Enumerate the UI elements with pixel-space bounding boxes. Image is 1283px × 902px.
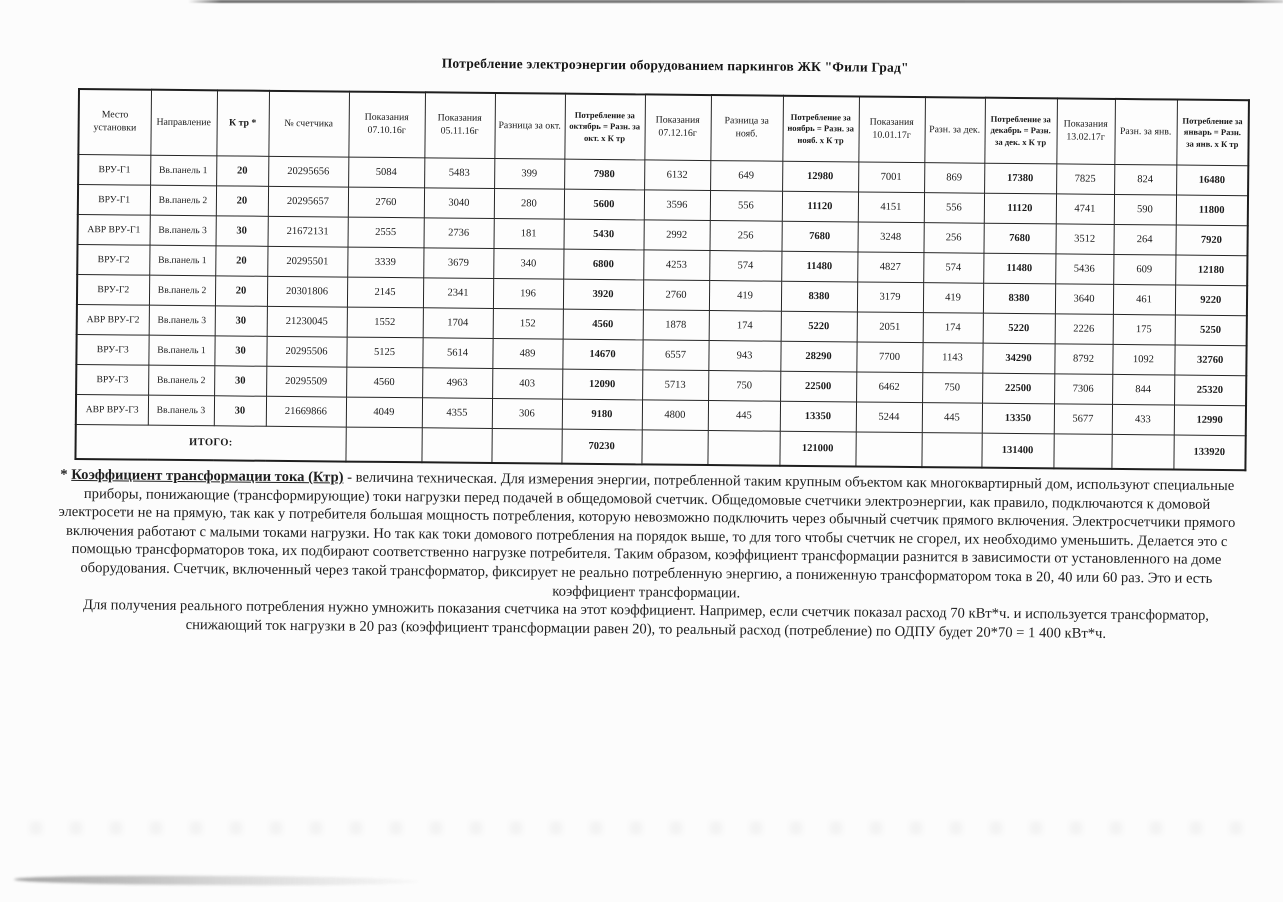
table-cell: 5600 [564, 189, 644, 220]
table-cell: 1092 [1112, 344, 1174, 375]
table-cell: 5483 [424, 158, 494, 189]
table-cell: 3040 [424, 188, 494, 219]
totals-cell [707, 431, 779, 466]
table-cell: 433 [1112, 404, 1174, 435]
table-cell: 11480 [983, 253, 1055, 284]
table-cell: 7980 [564, 159, 644, 190]
table-cell: 13350 [780, 401, 856, 432]
table-cell: 30 [214, 366, 266, 396]
column-header: Показания 10.01.17г [858, 96, 925, 162]
table-cell: 574 [923, 253, 983, 284]
table-cell: 7825 [1056, 164, 1114, 195]
document-title: Потребление электроэнергии оборудованием паркингов ЖК "Фили Град" [441, 55, 909, 75]
table-cell: 2226 [1055, 314, 1113, 345]
table-cell: Вв.панель 3 [150, 215, 216, 246]
table-cell: 844 [1112, 374, 1174, 405]
table-cell: 4560 [346, 367, 422, 398]
table-cell: 4827 [857, 252, 923, 283]
table-cell: 175 [1113, 314, 1175, 345]
table-cell: ВРУ-Г2 [77, 274, 149, 305]
table-cell: 8380 [781, 281, 857, 312]
footnote [50, 466, 1244, 645]
table-cell: 7680 [781, 221, 857, 252]
table-cell: 8792 [1054, 344, 1112, 375]
table-cell: 750 [922, 373, 982, 404]
totals-cell: 133920 [1173, 435, 1245, 470]
table-cell: 4963 [422, 368, 492, 399]
table-cell: 5677 [1054, 404, 1112, 435]
table-cell: 4253 [643, 250, 709, 281]
table-cell: ВРУ-Г3 [76, 334, 148, 365]
table-cell: 399 [494, 158, 564, 189]
table-cell: ВРУ-Г1 [78, 184, 150, 215]
table-cell: 609 [1113, 254, 1175, 285]
table-cell: 489 [492, 338, 562, 369]
table-cell: Вв.панель 1 [149, 245, 215, 276]
table-cell: 28290 [780, 341, 856, 372]
table-cell: 11800 [1176, 195, 1248, 226]
table-cell: ВРУ-Г2 [77, 244, 149, 275]
totals-cell: 70230 [561, 429, 641, 464]
table-cell: 3248 [857, 222, 923, 253]
table-cell: 5084 [348, 157, 424, 188]
totals-cell [921, 433, 981, 468]
table-cell: 4741 [1056, 194, 1114, 225]
column-header: Разн. за дек. [924, 97, 985, 163]
table-cell: 3596 [644, 190, 710, 221]
table-cell: 3920 [563, 279, 643, 310]
table-cell: 196 [493, 278, 563, 309]
footnote-term: * Коэффициент трансформации тока (Ктр) [60, 466, 344, 486]
table-cell: 3679 [423, 248, 493, 279]
table-cell: 12090 [562, 369, 642, 400]
consumption-table [74, 88, 1250, 471]
table-cell: 152 [493, 308, 563, 339]
table-cell: 1878 [643, 310, 709, 341]
table-cell: 556 [710, 191, 782, 222]
table-cell: ВРУ-Г1 [78, 154, 150, 185]
table-cell: 30 [215, 306, 267, 336]
totals-cell [421, 428, 491, 463]
table-cell: 3512 [1055, 224, 1113, 255]
table-cell: 306 [492, 398, 562, 429]
table-cell: 6800 [563, 249, 643, 280]
table-cell: 7306 [1054, 374, 1112, 405]
table-cell: 30 [214, 396, 266, 426]
table-cell: 7700 [856, 342, 922, 373]
table-cell: АВР ВРУ-Г2 [77, 304, 149, 335]
table-cell: 21672131 [268, 216, 348, 247]
totals-label: ИТОГО: [75, 424, 345, 461]
table-cell: 649 [710, 161, 782, 192]
table-cell: 14670 [562, 339, 642, 370]
table-cell: 3640 [1055, 284, 1113, 315]
footnote-paragraph-1 [50, 466, 1243, 608]
table-cell: 21230045 [267, 306, 347, 337]
table-cell: 2736 [424, 218, 494, 249]
table-cell: 461 [1113, 284, 1175, 315]
column-header: Потребление за декабрь = Разн. за дек. х К тр [984, 98, 1057, 164]
table-cell: Вв.панель 1 [150, 155, 216, 186]
table-cell: 340 [493, 248, 563, 279]
table-cell: 5125 [346, 337, 422, 368]
table-cell: 181 [493, 218, 563, 249]
column-header: К тр * [216, 90, 269, 156]
table-cell: 21669866 [266, 396, 346, 427]
column-header: Разн. за янв. [1114, 99, 1177, 165]
footnote-body-1: - величина техническая. Для измерения энергии, потребленной таким крупным объектом как многоквартирный дом, используют специальные приборы, понижающие (трансформирующие) токи нагрузки перед подачей в общедомовой счетчик. Общедомовые счетчики электроэнергии, как правило, подключаются к домовой электросети не на прямую, так как у потребителя большая мощность потребления, которую невозможно подключить через обычный счетчик прямого включения. Электросчетчики прямого включения работают с малыми токами нагрузки. Но так как токи домового потребления на порядок выше, то для того чтобы счетчик не сгорел, их необходимо уменьшить. Делается это с помощью трансформаторов тока, их подбирают соответственно нагрузке потребителя. Таким образом, коэффициент трансформации разнится в зависимости от установленного на доме оборудования. Счетчик, включенный через такой трансформатор, фиксирует не реально потребленную энергию, а пониженную трансформатором тока в 20, 40 или 60 раз. Это и есть коэффициент трансформации. [58, 469, 1236, 601]
table-cell: 6462 [856, 372, 922, 403]
column-header: № счетчика [268, 91, 349, 157]
table-cell: 445 [922, 403, 982, 434]
table-cell: 11120 [984, 193, 1056, 224]
table-cell: 20 [216, 186, 268, 216]
table-cell: 20 [215, 246, 267, 276]
table-cell: 5614 [422, 338, 492, 369]
column-header: Показания 13.02.17г [1056, 98, 1115, 164]
table-cell: 4355 [422, 398, 492, 429]
table-cell: 20295657 [268, 186, 348, 217]
table-cell: 590 [1114, 194, 1176, 225]
table-cell: 174 [709, 311, 781, 342]
table-cell: 1552 [347, 307, 423, 338]
table-cell: Вв.панель 3 [149, 305, 215, 336]
table-cell: ВРУ-Г3 [76, 364, 148, 395]
table-cell: 4151 [858, 192, 924, 223]
table-cell: 20295501 [267, 246, 347, 277]
table-cell: 30 [216, 216, 268, 246]
totals-cell [345, 427, 421, 462]
table-cell: 11120 [782, 191, 858, 222]
table-cell: 5430 [563, 219, 643, 250]
table-cell: 20301806 [267, 276, 347, 307]
column-header: Потребление за октябрь = Разн. за окт. х К тр [564, 94, 645, 160]
table-cell: 2760 [348, 187, 424, 218]
column-header: Показания 05.11.16г [424, 92, 495, 158]
column-header: Потребление за январь = Разн. за янв. х К тр [1176, 100, 1249, 166]
table-cell: 34290 [982, 343, 1054, 374]
table-cell: Вв.панель 2 [150, 185, 216, 216]
table-cell: 1143 [922, 343, 982, 374]
totals-cell: 131400 [981, 433, 1053, 468]
table-cell: 8380 [983, 283, 1055, 314]
table-cell: 5436 [1055, 254, 1113, 285]
table-cell: АВР ВРУ-Г1 [78, 214, 150, 245]
totals-cell [1053, 434, 1111, 469]
table-cell: 4560 [563, 309, 643, 340]
table-cell: 2555 [348, 217, 424, 248]
table-cell: 3339 [347, 247, 423, 278]
table-cell: 12180 [1175, 255, 1247, 286]
table-cell: АВР ВРУ-Г3 [76, 394, 148, 425]
table-cell: 5250 [1175, 315, 1247, 346]
table-cell: Вв.панель 3 [148, 395, 214, 426]
table-cell: 869 [924, 163, 984, 194]
table-cell: 12980 [782, 161, 858, 192]
table-cell: 25320 [1174, 375, 1246, 406]
table-cell: 5220 [781, 311, 857, 342]
table-cell: 5713 [642, 370, 708, 401]
table-cell: 445 [708, 401, 780, 432]
table-cell: Вв.панель 2 [148, 365, 214, 396]
table-cell: 4800 [642, 400, 708, 431]
table-cell: Вв.панель 1 [148, 335, 214, 366]
table-cell: 4049 [346, 397, 422, 428]
totals-cell [855, 432, 921, 467]
table-cell: 5244 [856, 402, 922, 433]
table-cell: 20295506 [266, 336, 346, 367]
table-cell: 419 [709, 281, 781, 312]
table-cell: 30 [214, 336, 266, 366]
table-cell: 9180 [562, 399, 642, 430]
table-cell: 7001 [858, 162, 924, 193]
column-header: Показания 07.10.16г [348, 92, 425, 158]
table-cell: 17380 [984, 163, 1056, 194]
table-cell: 2145 [347, 277, 423, 308]
table-cell: 2992 [643, 220, 709, 251]
table-cell: Вв.панель 2 [149, 275, 215, 306]
table-cell: 264 [1113, 224, 1175, 255]
totals-cell: 121000 [779, 431, 855, 466]
table-cell: 2760 [643, 280, 709, 311]
table-cell: 7920 [1175, 225, 1247, 256]
table-cell: 6557 [642, 340, 708, 371]
table-cell: 6132 [644, 160, 710, 191]
table-cell: 824 [1114, 164, 1176, 195]
table-cell: 256 [709, 221, 781, 252]
totals-cell [1111, 434, 1173, 469]
table-cell: 12990 [1174, 405, 1246, 436]
column-header: Место установки [78, 89, 151, 155]
column-header: Разница за окт. [494, 93, 565, 159]
table-cell: 13350 [982, 403, 1054, 434]
table-cell: 11480 [781, 251, 857, 282]
table-cell: 5220 [983, 313, 1055, 344]
table-cell: 256 [923, 223, 983, 254]
table-cell: 419 [923, 283, 983, 314]
table-cell: 22500 [982, 373, 1054, 404]
table-cell: 2341 [423, 278, 493, 309]
table-cell: 1704 [423, 308, 493, 339]
column-header: Показания 07.12.16г [644, 94, 711, 160]
column-header: Потребление за ноябрь = Разн. за нояб. х К тр [782, 96, 859, 162]
table-cell: 20 [216, 156, 268, 186]
table-cell: 280 [494, 188, 564, 219]
table-header-row [78, 89, 1249, 166]
table-cell: 2051 [857, 312, 923, 343]
table-cell: 574 [709, 251, 781, 282]
table-cell: 7680 [983, 223, 1055, 254]
table-cell: 22500 [780, 371, 856, 402]
table-cell: 943 [708, 341, 780, 372]
table-cell: 20295656 [268, 156, 348, 187]
table-cell: 16480 [1176, 165, 1248, 196]
table-cell: 20 [215, 276, 267, 306]
table-cell: 32760 [1174, 345, 1246, 376]
table-cell: 403 [492, 368, 562, 399]
column-header: Направление [150, 90, 217, 156]
footnote-paragraph-2: Для получения реального потребления нужно умножить показания счетчика на этот коэффициент. Например, если счетчик показал расход 70 кВт*ч. и используется трансформатор, снижающий ток нагрузки в 20 раз (коэффициент трансформации равен 20), то реальный расход (потребление) по ОДПУ будет 20*70 = 1 400 кВт*ч. [83, 597, 1210, 642]
column-header: Разница за нояб. [710, 95, 783, 161]
table-cell: 750 [708, 371, 780, 402]
table-cell: 9220 [1175, 285, 1247, 316]
table-cell: 174 [923, 313, 983, 344]
totals-cell [491, 428, 561, 463]
table-cell: 556 [924, 193, 984, 224]
table-cell: 3179 [857, 282, 923, 313]
table-cell: 20295509 [266, 366, 346, 397]
totals-cell [641, 430, 707, 465]
